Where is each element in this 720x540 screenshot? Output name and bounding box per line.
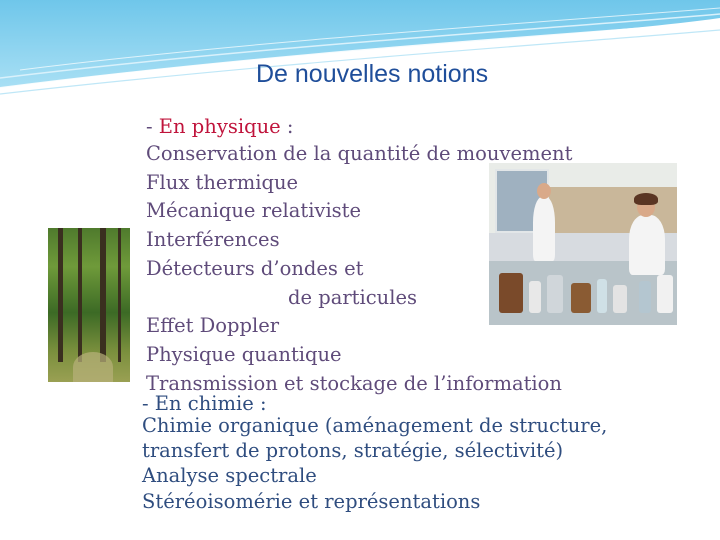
slide-title: De nouvelles notions [256, 60, 489, 88]
physics-item: Physique quantique [146, 343, 342, 366]
physics-item: Flux thermique [146, 171, 299, 194]
physics-heading-word: En physique [158, 115, 281, 138]
chemistry-item: Analyse spectrale [142, 464, 317, 487]
chemistry-item: Chimie organique (aménagement de structure, [142, 414, 608, 437]
physics-heading [146, 116, 293, 138]
chemistry-heading: - En chimie : [142, 392, 267, 415]
physics-item: Conservation de la quantité de mouvement [146, 142, 573, 165]
chemistry-item: Stéréoisomérie et représentations [142, 490, 481, 513]
physics-item: Mécanique relativiste [146, 199, 362, 222]
physics-item: Interférences [146, 228, 280, 251]
physics-item: Détecteurs d’ondes et [146, 257, 364, 280]
chemistry-item: transfert de protons, stratégie, sélectivité) [142, 439, 564, 462]
physics-item: Transmission et stockage de l’information [146, 372, 562, 395]
physics-item: de particules [288, 286, 417, 309]
physics-heading-suffix: : [280, 115, 294, 138]
physics-item: Effet Doppler [146, 314, 280, 337]
physics-heading-prefix: - [146, 115, 159, 138]
